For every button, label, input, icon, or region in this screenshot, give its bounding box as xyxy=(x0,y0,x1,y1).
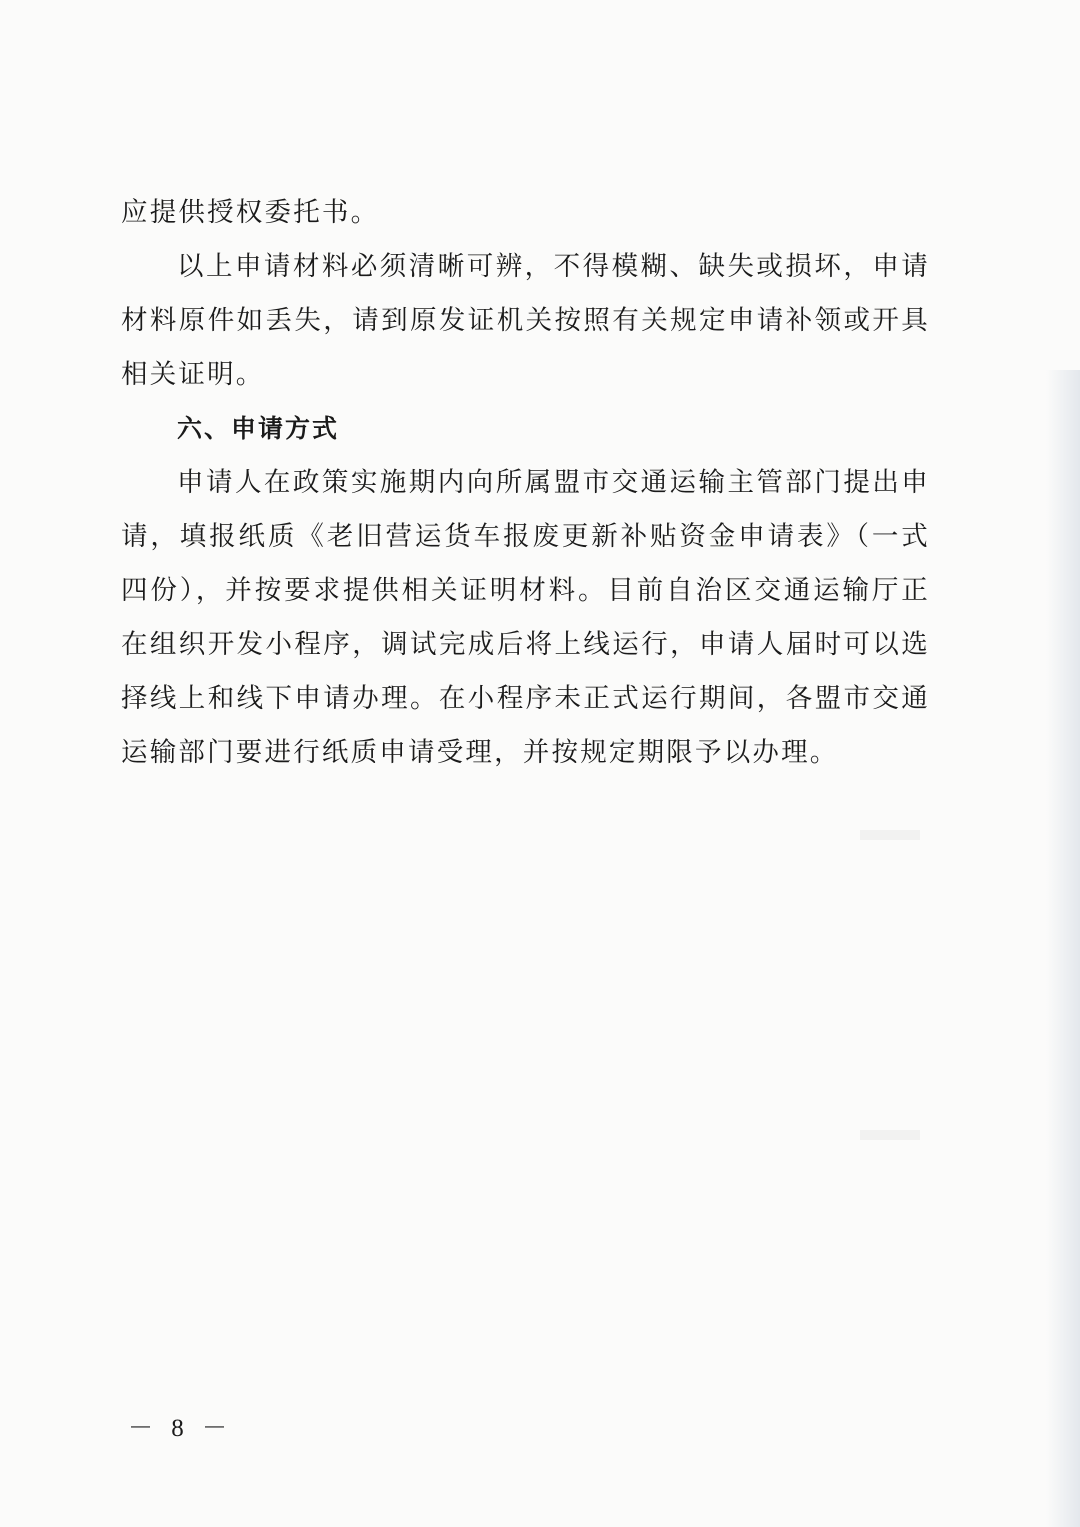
bleed-through-mark xyxy=(860,830,920,840)
text-line: 择线上和线下申请办理。在小程序未正式运行期间，各盟市交通 xyxy=(121,683,930,714)
bleed-through-mark xyxy=(860,1130,920,1140)
document-body xyxy=(121,186,930,780)
text-line: 材料原件如丢失，请到原发证机关按照有关规定申请补领或开具 xyxy=(121,305,930,336)
scan-edge-shadow xyxy=(1046,370,1080,1527)
text-line: 请，填报纸质《老旧营运货车报废更新补贴资金申请表》（一式 xyxy=(121,521,930,552)
page-number: － 8 － xyxy=(128,1415,234,1442)
text-line: 应提供授权委托书。 xyxy=(121,197,380,228)
text-line: 相关证明。 xyxy=(121,359,265,390)
section-heading: 六、申请方式 xyxy=(177,414,340,443)
text-line: 以上申请材料必须清晰可辨，不得模糊、缺失或损坏，申请 xyxy=(177,251,930,282)
text-line: 申请人在政策实施期内向所属盟市交通运输主管部门提出申 xyxy=(177,467,930,498)
text-line: 运输部门要进行纸质申请受理，并按规定期限予以办理。 xyxy=(121,737,839,768)
text-line: 在组织开发小程序，调试完成后将上线运行，申请人届时可以选 xyxy=(121,629,930,660)
text-line: 四份），并按要求提供相关证明材料。目前自治区交通运输厅正 xyxy=(121,575,930,606)
